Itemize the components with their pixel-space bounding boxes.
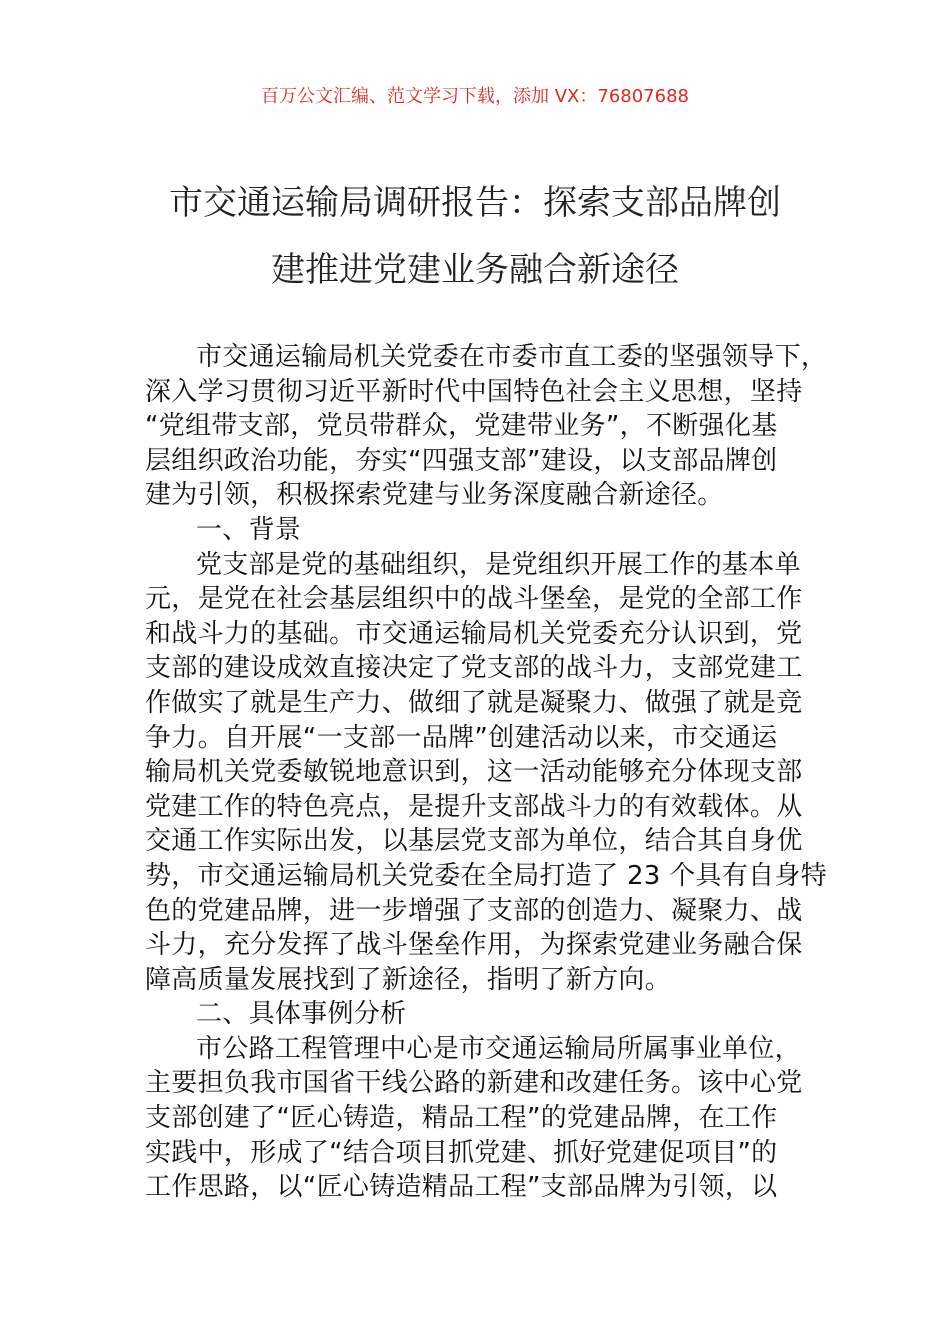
text-line: 支部的建设成效直接决定了党支部的战斗力，支部党建工: [145, 653, 803, 684]
text-line: 实践中，形成了“结合项目抓党建、抓好党建促项目”的: [145, 1137, 778, 1168]
text-line: 障高质量发展找到了新途径，指明了新方向。: [145, 964, 672, 995]
text-line: 斗力，充分发挥了战斗堡垒作用，为探索党建业务融合保: [145, 930, 803, 961]
text-line: 势，市交通运输局机关党委在全局打造了 23 个具有自身特: [145, 860, 828, 891]
text-line: 二、具体事例分析: [196, 999, 407, 1030]
document-body: [145, 340, 835, 1205]
text-line: “党组带支部，党员带群众，党建带业务”，不断强化基: [145, 411, 778, 442]
watermark-header: 百万公文汇编、范文学习下载，添加 VX：76807688: [261, 86, 689, 107]
text-line: 市公路工程管理中心是市交通运输局所属事业单位，: [196, 1033, 801, 1064]
text-line: 主要担负我市国省干线公路的新建和改建任务。该中心党: [145, 1068, 803, 1099]
text-line: 元，是党在社会基层组织中的战斗堡垒，是党的全部工作: [145, 584, 803, 615]
text-line: 作做实了就是生产力、做细了就是凝聚力、做强了就是竞: [145, 687, 803, 718]
text-line: 争力。自开展“一支部一品牌”创建活动以来，市交通运: [145, 722, 778, 753]
text-line: 支部创建了“匠心铸造，精品工程”的党建品牌，在工作: [145, 1103, 778, 1134]
text-line: 工作思路，以“匠心铸造精品工程”支部品牌为引领，以: [145, 1172, 778, 1203]
text-line: 色的党建品牌，进一步增强了支部的创造力、凝聚力、战: [145, 895, 803, 926]
text-line: 深入学习贯彻习近平新时代中国特色社会主义思想，坚持: [145, 376, 803, 407]
text-line: 党支部是党的基础组织，是党组织开展工作的基本单: [196, 549, 801, 580]
text-line: 交通工作实际出发，以基层党支部为单位，结合其自身优: [145, 826, 803, 857]
text-line: 层组织政治功能，夯实“四强支部”建设，以支部品牌创: [145, 445, 778, 476]
text-line: 输局机关党委敏锐地意识到，这一活动能够充分体现支部: [145, 757, 803, 788]
text-line: 建为引领，积极探索党建与业务深度融合新途径。: [145, 480, 724, 511]
document-title-line-1: 市交通运输局调研报告：探索支部品牌创: [169, 183, 781, 223]
text-line: 党建工作的特色亮点，是提升支部战斗力的有效载体。从: [145, 791, 803, 822]
document-title-line-2: 建推进党建业务融合新途径: [271, 250, 679, 290]
text-line: 和战斗力的基础。市交通运输局机关党委充分认识到，党: [145, 618, 803, 649]
text-line: 市交通运输局机关党委在市委市直工委的坚强领导下，: [196, 342, 828, 372]
text-line: 一、背景: [196, 514, 302, 545]
